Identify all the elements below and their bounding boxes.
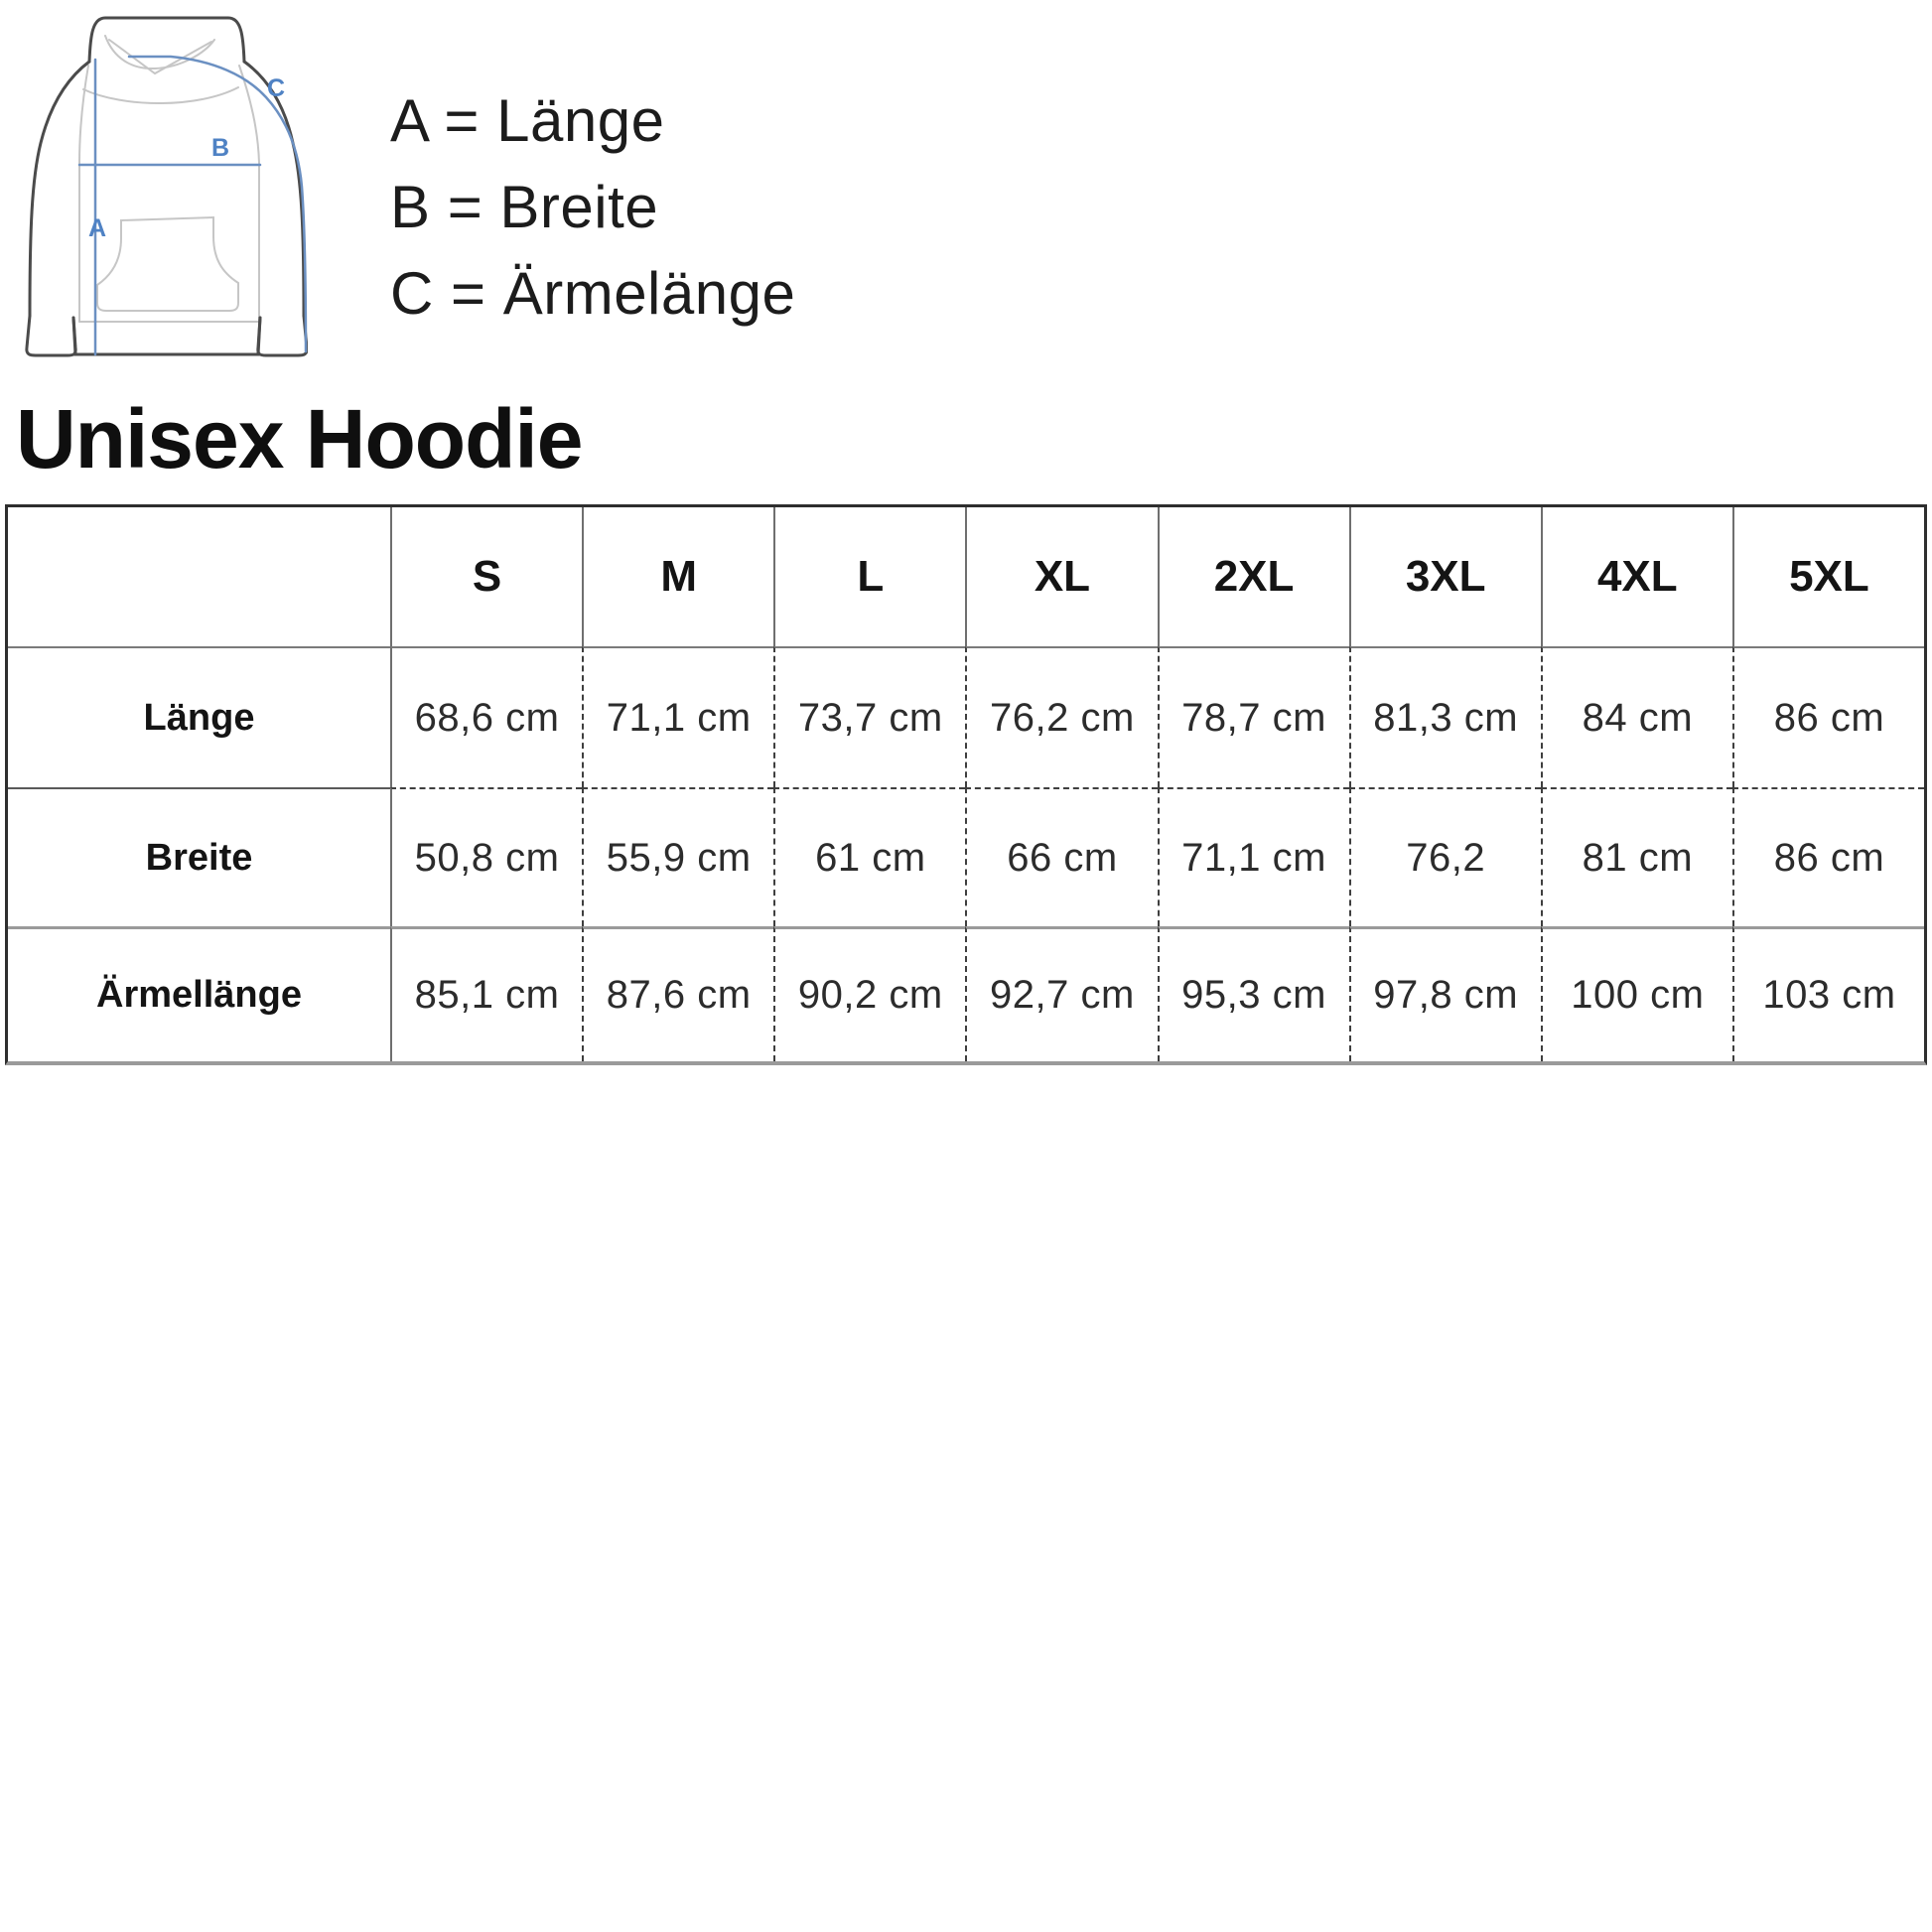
row-label-aermellaenge: Ärmellänge [8,926,390,1061]
row-label-breite: Breite [8,787,390,926]
aermellaenge-5xl: 103 cm [1732,926,1924,1061]
aermellaenge-xl: 92,7 cm [965,926,1157,1061]
breite-s: 50,8 cm [390,787,582,926]
size-header-2xl: 2XL [1158,507,1349,646]
size-header-xl: XL [965,507,1157,646]
laenge-s: 68,6 cm [390,646,582,787]
size-header-l: L [773,507,965,646]
breite-xl: 66 cm [965,787,1157,926]
laenge-5xl: 86 cm [1732,646,1924,787]
aermellaenge-s: 85,1 cm [390,926,582,1061]
laenge-m: 71,1 cm [582,646,773,787]
breite-3xl: 76,2 [1349,787,1541,926]
laenge-2xl: 78,7 cm [1158,646,1349,787]
laenge-xl: 76,2 cm [965,646,1157,787]
laenge-l: 73,7 cm [773,646,965,787]
table-corner-cell [8,507,390,646]
aermellaenge-m: 87,6 cm [582,926,773,1061]
legend-line-a: A = Länge [390,87,665,154]
hoodie-pocket [97,217,238,311]
size-header-4xl: 4XL [1541,507,1732,646]
size-header-m: M [582,507,773,646]
aermellaenge-l: 90,2 cm [773,926,965,1061]
hoodie-diagram [10,6,308,359]
legend-line-c: C = Ärmelänge [390,260,796,327]
diagram-label-c: C [266,74,286,102]
breite-l: 61 cm [773,787,965,926]
breite-4xl: 81 cm [1541,787,1732,926]
aermellaenge-3xl: 97,8 cm [1349,926,1541,1061]
breite-m: 55,9 cm [582,787,773,926]
aermellaenge-4xl: 100 cm [1541,926,1732,1061]
laenge-4xl: 84 cm [1541,646,1732,787]
legend-line-b: B = Breite [390,174,659,240]
hoodie-right-cuff [258,316,307,355]
breite-2xl: 71,1 cm [1158,787,1349,926]
row-label-laenge: Länge [8,646,390,787]
breite-5xl: 86 cm [1732,787,1924,926]
aermellaenge-2xl: 95,3 cm [1158,926,1349,1061]
diagram-label-a: A [87,214,107,242]
measurement-legend [390,77,795,337]
hoodie-left-cuff [27,316,75,355]
laenge-3xl: 81,3 cm [1349,646,1541,787]
hoodie-inner-lines [79,36,259,322]
size-header-5xl: 5XL [1732,507,1924,646]
size-header-3xl: 3XL [1349,507,1541,646]
hoodie-hood [89,18,244,62]
size-table [5,504,1927,1065]
page-title: Unisex Hoodie [16,392,583,485]
diagram-label-b: B [210,134,230,162]
hoodie-outline [27,18,307,355]
hoodie-hem [73,318,260,354]
size-header-s: S [390,507,582,646]
